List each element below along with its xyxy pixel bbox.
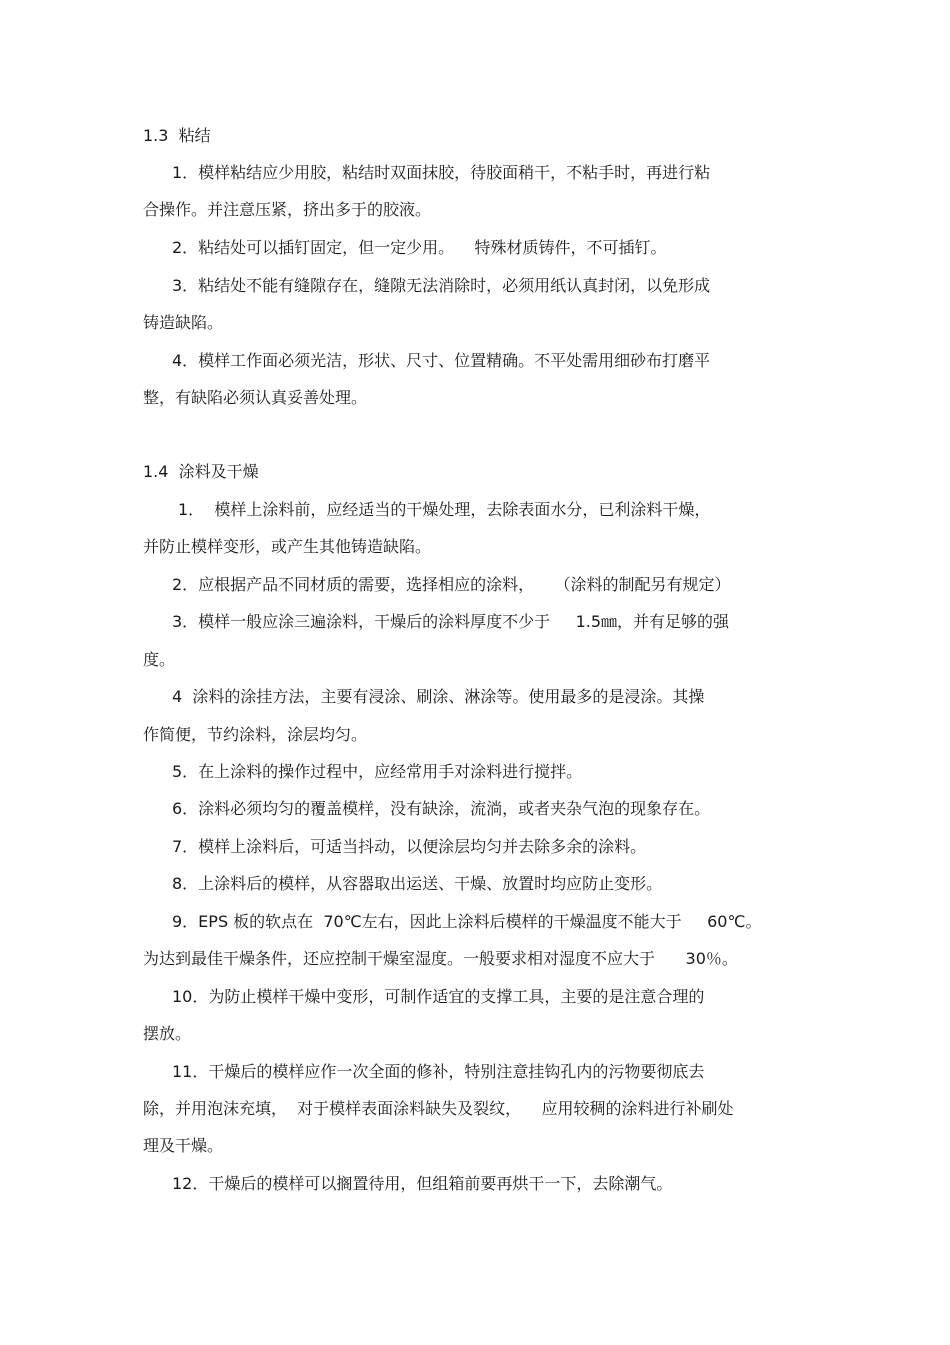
paragraph-line: 作简便，节约涂料，涂层均匀。 bbox=[143, 725, 368, 744]
paragraph-line: 合操作。并注意压紧，挤出多于的胶液。 bbox=[143, 200, 432, 219]
paragraph-line: 3．模样一般应涂三遍涂料，干燥后的涂料厚度不少于 1.5㎜，并有足够的强 bbox=[172, 612, 730, 631]
paragraph-line: 为达到最佳干燥条件，还应控制干燥室湿度。一般要求相对湿度不应大于 30％。 bbox=[143, 949, 738, 968]
paragraph-line: 2．应根据产品不同材质的需要，选择相应的涂料， （涂料的制配另有规定） bbox=[172, 575, 731, 594]
paragraph-line: 7．模样上涂料后，可适当抖动，以便涂层均匀并去除多余的涂料。 bbox=[172, 837, 647, 856]
paragraph-line: 3．粘结处不能有缝隙存在，缝隙无法消除时，必须用纸认真封闭，以免形成 bbox=[172, 276, 711, 295]
paragraph-line: 理及干燥。 bbox=[143, 1136, 224, 1155]
paragraph-line: 1． 模样上涂料前，应经适当的干燥处理，去除表面水分，已利涂料干燥， bbox=[178, 500, 711, 519]
paragraph-line: 度。 bbox=[143, 650, 176, 669]
paragraph-line: 12．干燥后的模样可以搁置待用，但组箱前要再烘干一下，去除潮气。 bbox=[172, 1174, 673, 1193]
paragraph-line: 6．涂料必须均匀的覆盖模样，没有缺涂，流淌，或者夹杂气泡的现象存在。 bbox=[172, 799, 711, 818]
paragraph-line: 并防止模样变形，或产生其他铸造缺陷。 bbox=[143, 537, 432, 556]
paragraph-line: 铸造缺陷。 bbox=[143, 313, 224, 332]
section-heading-1-3: 1.3 粘结 bbox=[143, 126, 211, 145]
paragraph-line: 4 涂料的涂挂方法，主要有浸涂、刷涂、淋涂等。使用最多的是浸涂。其操 bbox=[172, 687, 705, 706]
paragraph-line: 9．EPS 板的软点在 70℃左右，因此上涂料后模样的干燥温度不能大于 60℃。 bbox=[172, 912, 762, 931]
paragraph-line: 2．粘结处可以插钉固定，但一定少用。 特殊材质铸件，不可插钉。 bbox=[172, 238, 667, 257]
paragraph-line: 整，有缺陷必须认真妥善处理。 bbox=[143, 388, 368, 407]
paragraph-line: 11．干燥后的模样应作一次全面的修补，特别注意挂钩孔内的污物要彻底去 bbox=[172, 1062, 705, 1081]
paragraph-line: 除，并用泡沫充填， 对于模样表面涂料缺失及裂纹， 应用较稠的涂料进行补刷处 bbox=[143, 1099, 734, 1118]
paragraph-line: 10．为防止模样干燥中变形，可制作适宜的支撑工具，主要的是注意合理的 bbox=[172, 987, 705, 1006]
paragraph-line: 4．模样工作面必须光洁，形状、尺寸、位置精确。不平处需用细砂布打磨平 bbox=[172, 351, 711, 370]
paragraph-line: 摆放。 bbox=[143, 1024, 192, 1043]
section-heading-1-4: 1.4 涂料及干燥 bbox=[143, 462, 259, 481]
paragraph-line: 5．在上涂料的操作过程中，应经常用手对涂料进行搅拌。 bbox=[172, 762, 583, 781]
paragraph-line: 8．上涂料后的模样，从容器取出运送、干燥、放置时均应防止变形。 bbox=[172, 874, 663, 893]
paragraph-line: 1．模样粘结应少用胶，粘结时双面抹胶，待胶面稍干，不粘手时，再进行粘 bbox=[172, 163, 711, 182]
